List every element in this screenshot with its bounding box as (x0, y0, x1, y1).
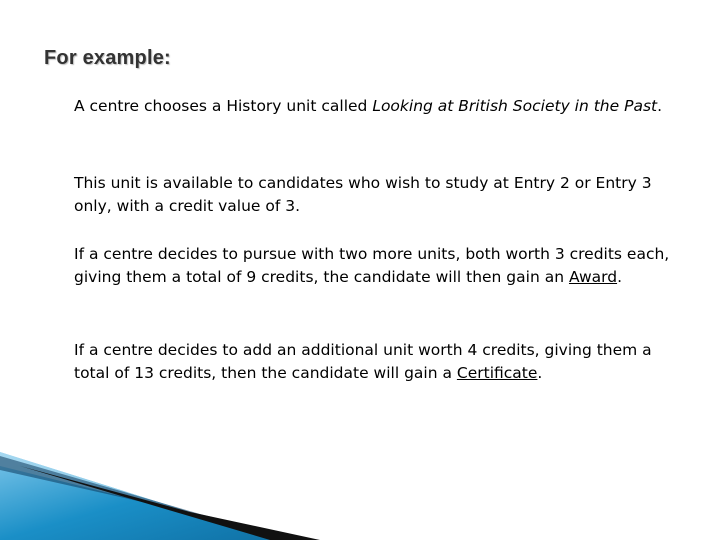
paragraph-text: A centre chooses a History unit called (74, 97, 373, 115)
certificate-term: Certificate (456, 364, 538, 382)
paragraph-text: If a centre decides to add an additional unit worth 4 credits, giving them a total of 13 credits, then the candidate will gain a (74, 341, 652, 382)
award-term: Award (568, 268, 618, 286)
unit-name-italic: Looking at British Society in the Past (372, 97, 658, 115)
paragraph-availability: This unit is available to candidates who wish to study at Entry 2 or Entry 3 only, with a credit value of 3. (74, 174, 652, 215)
paragraph-text: If a centre decides to pursue with two more units, both worth 3 credits each, giving them a total of 9 credits, the candidate will then gain an (74, 245, 670, 286)
paragraph-text: . (617, 268, 622, 286)
paragraph-text: . (657, 97, 663, 115)
paragraph-award (74, 243, 674, 289)
page-heading: For example: (44, 47, 171, 69)
paragraph-text: . (537, 364, 543, 382)
paragraph-unit-choice (74, 95, 674, 118)
paragraph-certificate (74, 339, 674, 385)
